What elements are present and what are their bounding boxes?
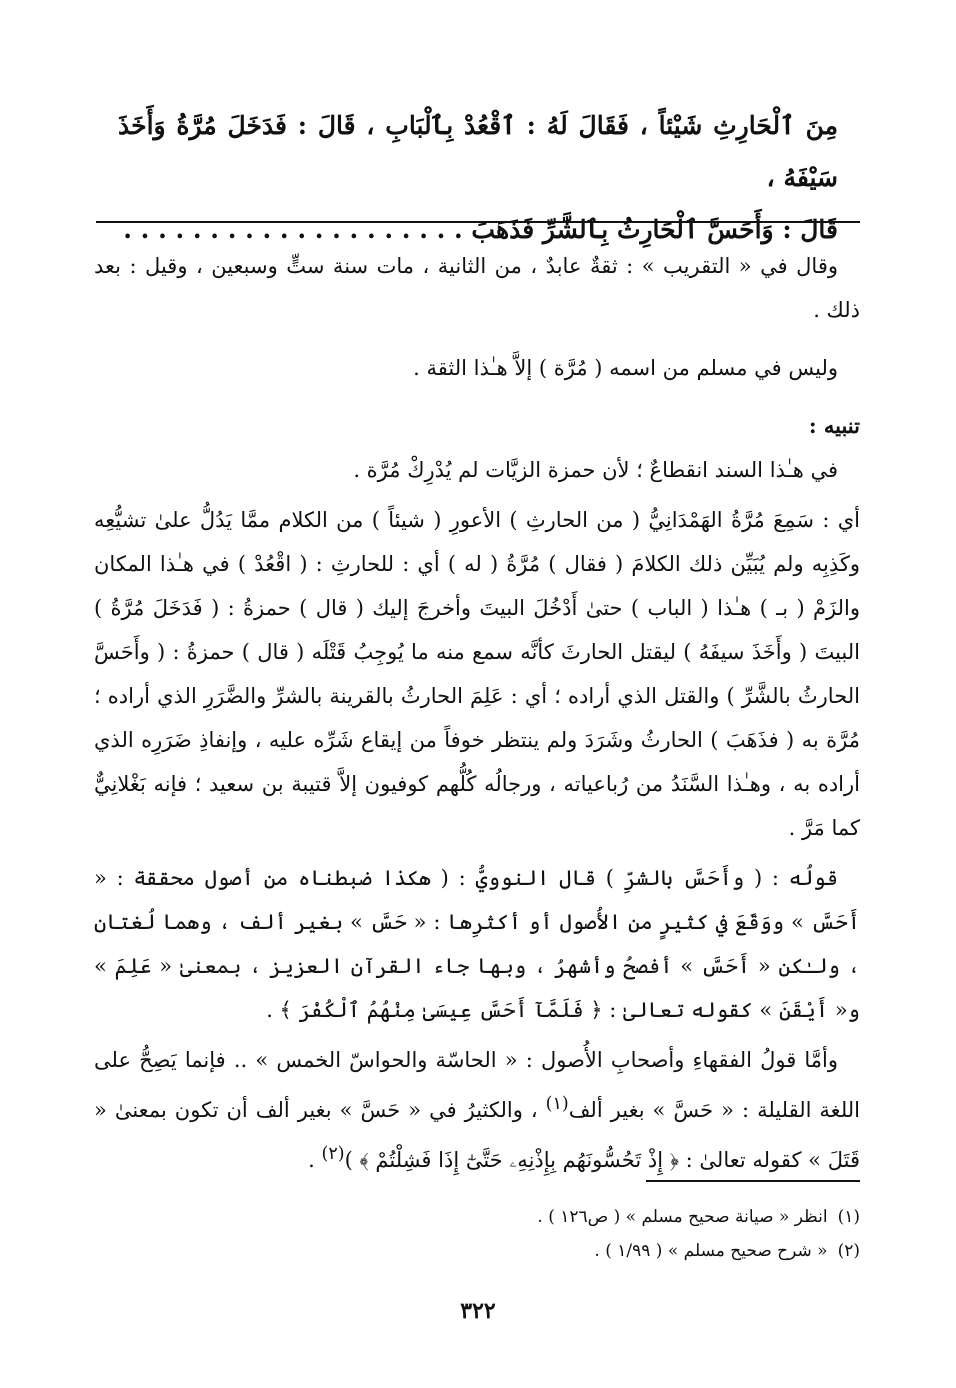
text-separator-rule bbox=[96, 221, 860, 223]
commentary-paragraph: وقال في « التقريب » : ثقةٌ عابدٌ ، من الثانية ، مات سنة ستٍّ وسبعين ، وقيل : بعد ذلك . bbox=[94, 254, 860, 322]
section-heading: تنبيه : bbox=[808, 413, 860, 438]
footnote-separator-rule bbox=[646, 1180, 860, 1182]
paragraph-text: . bbox=[308, 1148, 322, 1172]
commentary-body bbox=[94, 244, 860, 1182]
footnote-text: انظر « صيانة صحيح مسلم » ( ص١٢٦ ) . bbox=[537, 1207, 828, 1227]
commentary-paragraph: قولُه : ( وأَحَسَّ بالشرِّ ) قال النوويُّ : ( هكذا ضبطناه من أصول محققة : « أَحَسَّ » ووَقَعَ في كثيرٍ من الأُصول أو أكثرِها : « حَسَّ » بغير ألف ، وهما لُغتان ، ولـٰكن « أَحَسَّ » أفصحُ وأشهرُ ، وبها جاء القرآن العزيز ، بمعنىٰ « عَلِمَ » و« أَيْقَنَ » كقوله تعالىٰ : ﴿ فَلَمَّآ أَحَسَّ عِيسَىٰ مِنْهُمُ ٱلْكُفْرَ ﴾ . bbox=[94, 866, 860, 1022]
page-number: ٣٢٢ bbox=[460, 1298, 496, 1324]
footnote-number: (٢) bbox=[837, 1241, 860, 1261]
footnote-reference[interactable]: (٢) bbox=[321, 1144, 345, 1164]
paragraph-text: وأمَّا قولُ الفقهاءِ وأصحابِ الأُصول : « الحاسّة والحواسّ الخمس » .. فإنما يَصِحُّ على اللغة القليلة : « حَسَّ » بغير ألف bbox=[94, 1048, 860, 1122]
footnote bbox=[94, 1234, 860, 1268]
footnotes bbox=[94, 1200, 860, 1268]
footnote-text: « شرح صحيح مسلم » ( ١/٩٩ ) . bbox=[594, 1241, 828, 1261]
commentary-paragraph: وليس في مسلم من اسمه ( مُرَّة ) إلاَّ هـٰذا الثقة . bbox=[413, 356, 838, 380]
footnote-reference[interactable]: (١) bbox=[545, 1094, 569, 1114]
hadith-text bbox=[118, 100, 838, 256]
footnote bbox=[94, 1200, 860, 1234]
commentary-paragraph: أي : سَمِعَ مُرَّةُ الهَمْدَانِيُّ ( من الحارثِ ) الأعورِ ( شيئاً ) من الكلام ممَّا يَدُلُّ علىٰ تشيُّعِه وكَذِبِه ولم يُبَيِّن ذلك الكلامَ ( فقال ) مُرَّةُ ( له ) أي : للحارثِ : ( اقْعُدْ ) في هـٰذا المكان والزَمْ ( بـ ) هـٰذا ( الباب ) حتىٰ أَدْخُلَ البيتَ وأخرجَ إليك ( قال ) حمزةُ : ( فَدَخَلَ مُرَّةُ ) البيتَ ( وأَخَذَ سيفَهُ ) ليقتل الحارثَ كأنَّه سمع منه ما يُوجِبُ قَتْلَه ( قال ) حمزةُ : ( وأَحَسَّ الحارثُ بالشَّرِّ ) والقتل الذي أراده ؛ أي : عَلِمَ الحارثُ بالقرينة بالشرِّ والضَّرَرِ الذي أراده ؛ مُرَّة به ( فذَهَبَ ) الحارثُ وشَرَدَ ولم ينتظر خوفاً من إيقاع شَرِّه عليه ، وإنفاذِ ضَرَرِه الذي أراده به ، وهـٰذا السَّنَدُ من رُباعياته ، ورجالُه كُلُّهم كوفيون إلاَّ قتيبة بن سعيد ؛ فإنه بَغْلانِيٌّ كما مَرَّ . bbox=[94, 508, 861, 840]
paragraph-text: ، والكثيرُ في « حَسَّ » بغير ألف أن تكون بمعنىٰ « قَتَلَ » كقوله تعالىٰ : ﴿ إِذْ تَحُسُّونَهُم بِإِذْنِهِۦ حَتَّىٰٓ إِذَا فَشِلْتُمْ ﴾ ) bbox=[94, 1098, 860, 1172]
commentary-paragraph: في هـٰذا السند انقطاعٌ ؛ لأن حمزة الزيَّات لم يُدْرِكْ مُرَّة . bbox=[353, 458, 838, 482]
hadith-line: مِنَ ٱلْحَارِثِ شَيْئاً ، فَقَالَ لَهُ : ٱقْعُدْ بِٱلْبَابِ ، قَالَ : فَدَخَلَ مُرَّةُ وَأَخَذَ سَيْفَهُ ، bbox=[118, 111, 838, 192]
commentary-paragraph bbox=[94, 1038, 860, 1182]
footnote-number: (١) bbox=[837, 1207, 860, 1227]
hadith-line: قَالَ : وَأَحَسَّ ٱلْحَارِثُ بِٱلشَّرِّ فَذَهَبَ . . . . . . . . . . . . . . . . . . . . bbox=[123, 215, 838, 244]
